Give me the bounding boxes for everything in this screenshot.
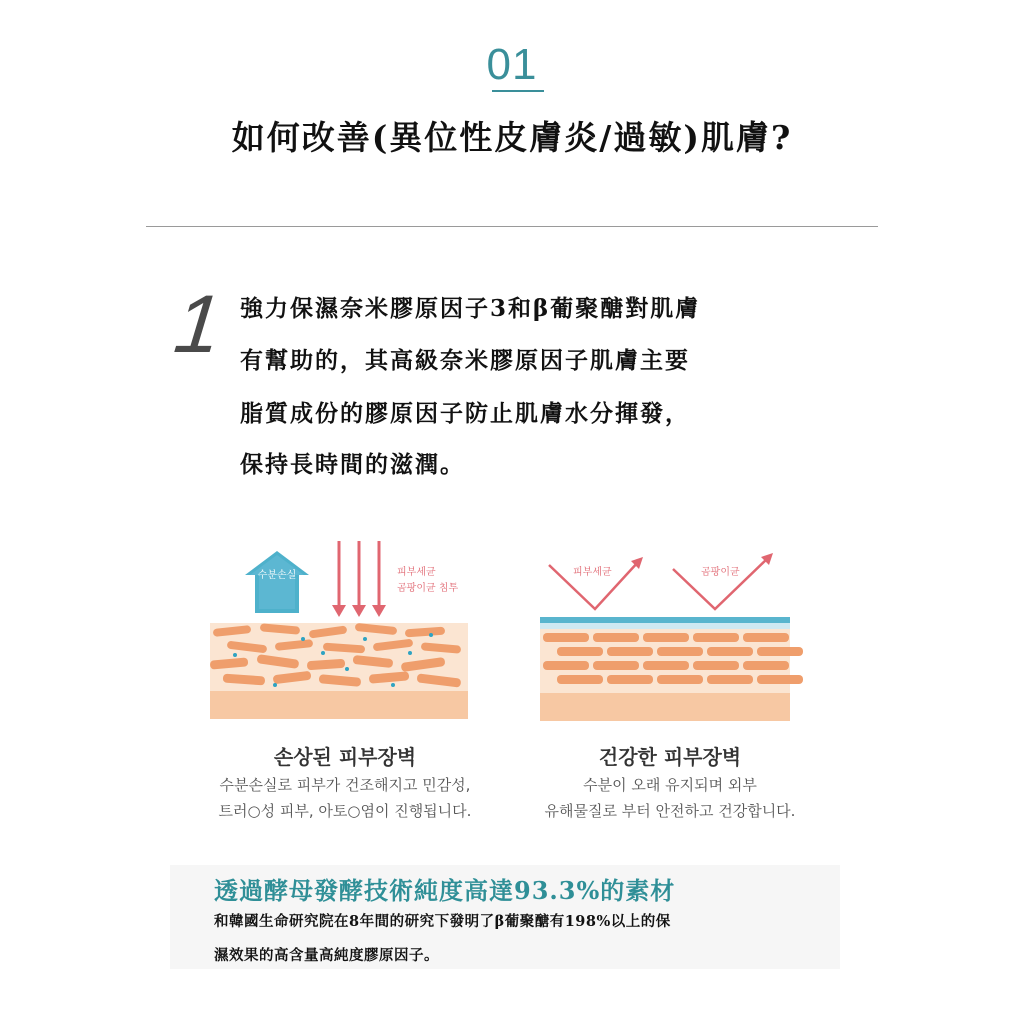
paragraph-line: 有幫助的，其高級奈米膠原因子肌膚主要 bbox=[240, 347, 690, 374]
section-number: 01 bbox=[486, 40, 538, 89]
bounce-label-1: 피부세균 bbox=[573, 567, 612, 578]
water-loss-arrow bbox=[245, 551, 309, 613]
damaged-barrier-illustration bbox=[205, 535, 485, 725]
damaged-barrier-title: 손상된 피부장벽 bbox=[273, 745, 417, 769]
invasion-label-2: 곰팡이균 침투 bbox=[397, 583, 459, 594]
step-number: 1 bbox=[170, 279, 226, 370]
description-line: 수분손실로 피부가 건조해지고 민감성, bbox=[219, 776, 471, 794]
bounce-label-2: 곰팡이균 bbox=[701, 567, 740, 578]
moisture-layer bbox=[540, 617, 790, 623]
info-text-line: 和韓國生命研究院在8年間的研究下發明了β葡聚醣有198%以上的保 bbox=[214, 913, 671, 930]
invasion-label-1: 피부세균 bbox=[397, 567, 436, 578]
description-line: 트러○성 피부, 아토○염이 진행됩니다. bbox=[218, 802, 472, 820]
section-number-underline bbox=[492, 90, 544, 92]
info-text-line: 濕效果的高含量高純度膠原因子。 bbox=[214, 947, 439, 964]
section-heading: 如何改善(異位性皮膚炎/過敏)肌膚? bbox=[231, 118, 793, 157]
water-loss-label: 수분손실 bbox=[257, 570, 297, 581]
skin-base bbox=[210, 691, 468, 719]
invasion-arrows bbox=[332, 541, 386, 617]
paragraph-line: 強力保濕奈米膠原因子3和β葡聚醣對肌膚 bbox=[240, 295, 701, 322]
bounce-arrows bbox=[549, 553, 773, 609]
paragraph-line: 保持長時間的滋潤。 bbox=[240, 451, 465, 478]
healthy-barrier-description bbox=[505, 772, 835, 824]
divider bbox=[146, 226, 878, 227]
description-line: 유해물질로 부터 안전하고 건강합니다. bbox=[544, 802, 796, 820]
paragraph-line: 脂質成份的膠原因子防止肌膚水分揮發， bbox=[240, 400, 690, 427]
damaged-barrier-description bbox=[180, 772, 510, 824]
healthy-barrier-illustration bbox=[535, 545, 815, 725]
info-title: 透過酵母發酵技術純度高達93.3%的素材 bbox=[214, 876, 676, 905]
skin-base bbox=[540, 693, 790, 721]
healthy-barrier-title: 건강한 피부장벽 bbox=[598, 745, 742, 769]
description-line: 수분이 오래 유지되며 외부 bbox=[583, 776, 757, 794]
